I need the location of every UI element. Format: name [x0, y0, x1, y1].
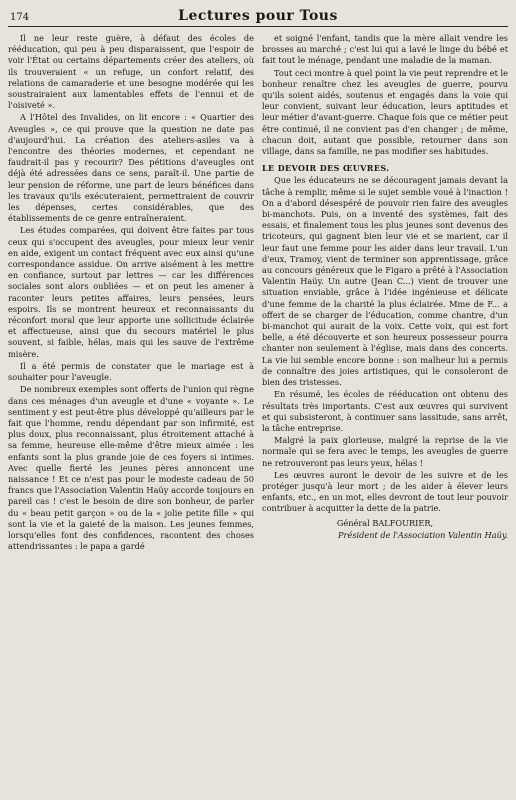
paragraph: Les études comparées, qui doivent être faites par tous ceux qui s'occupent des aveugles, pour mieux leur venir en aide, exigent un contact fréquent avec eux ainsi qu'une correspondance assidue. On arrive aisément à les mettre en confiance, surtout par lettres — car les différences sociales sont alors oubliées — et on peut les amener à raconter leurs petites affaires, leurs pensées, leurs espoirs. Ils se montrent heureux et reconnaissants du réconfort moral que leur apporte une sollicitude éclairée et affectueuse, ainsi que du secours matériel le plus souvent, si faible, hélas, mais qui les sauve de l'extrême misère.: [8, 225, 254, 359]
right-column: [262, 33, 508, 552]
paragraph: Tout ceci montre à quel point la vie peut reprendre et le bonheur renaître chez les aveugles de guerre, pourvu qu'ils soient aidés, soutenus et engagés dans la voie qui leur convient, suivant leur éducation, leurs aptitudes et leur métier d'avant-guerre. Chaque fois que ce métier peut être continué, il ne convient pas d'en changer ; de même, chacun doit, autant que possible, retourner dans son village, dans sa famille, ne pas modifier ses habitudes.: [262, 67, 508, 157]
text-columns: [8, 33, 508, 552]
page-title: Lectures pour Tous: [178, 8, 338, 24]
paragraph: Que les éducateurs ne se découragent jamais devant la tâche à remplir, même si le sujet semble voué à l'inaction ! On a d'abord désespéré de pouvoir rien faire des aveugles bi-manchots. Puis, on a inventé des systèmes, fait des essais, et finalement tous les plus jeunes sont devenus des tricoteurs, qui gagnent bien leur vie et se marient, car il leur faut une femme pour les aider dans leur travail. L'un d'eux, Tramoy, vient de terminer son apprentissage, grâce au concours généreux que le Figaro a prêté à l'Association Valentin Haüy. Un autre (Jean C...) vient de trouver une situation enviable, grâce à l'idée ingénieuse et délicate d'une femme de la charité la plus éclairée. Mme de F... a offert de se charger de l'éducation, comme chantre, d'un bi-manchot qui aurait de la voix. Cette voix, qui est fort belle, a été découverte et son heureux possesseur pourra chanter non seulement à l'église, mais dans des concerts. La vie lui semble encore bonne : son malheur lui a permis de connaître des joies artistiques, qui le consoleront de bien des tristesses.: [262, 175, 508, 388]
section-heading: LE DEVOIR DES ŒUVRES.: [262, 163, 390, 174]
paragraph: Les œuvres auront le devoir de les suivre et de les protéger jusqu'à leur mort ; de les aider à élever leurs enfants, etc., en un mot, elles devront de tout leur pouvoir contribuer à acquitter la dette de la patrie.: [262, 469, 508, 514]
paragraph: De nombreux exemples sont offerts de l'union qui règne dans ces ménages d'un aveugle et d'une « voyante ». Le sentiment y est peut-être plus développé qu'ailleurs par le fait que l'homme, rendu dépendant par son infirmité, est plus doux, plus reconnaissant, plus étroitement attaché à sa femme, heureuse elle-même d'être mieux aimée : les enfants sont la plus grande joie de ces foyers si intimes. Avec quelle fierté les jeunes pères annoncent une naissance ! Et ce n'est pas pour le modeste cadeau de 50 francs que l'Association Valentin Haüy accorde toujours en pareil cas ! c'est le besoin de dire son bonheur, de parler du « beau petit garçon » ou de la « jolie petite fille » qui sont la vie et la gaieté de la maison. Les jeunes femmes, lorsqu'elles font des confidences, racontent des choses attendrissantes : le papa a gardé: [8, 384, 254, 552]
left-column: [8, 33, 254, 552]
paragraph: Malgré la paix glorieuse, malgré la reprise de la vie normale qui se fera avec le temps, les aveugles de guerre ne retrouveront pas leurs yeux, hélas !: [262, 435, 508, 468]
paragraph: En résumé, les écoles de rééducation ont obtenu des résultats très importants. C'est aux œuvres qui survivent et qui subsisteront, à continuer sans lassitude, sans arrêt, la tâche entreprise.: [262, 389, 508, 433]
page-number: 174: [10, 12, 30, 23]
paragraph: A l'Hôtel des Invalides, on lit encore : « Quartier des Aveugles », ce qui prouve que la question ne date pas d'aujourd'hui. La création des ateliers-asiles va à l'encontre des théories modernes, et cependant ne faudrait-il pas y recourir? Des pétitions d'aveugles ont déjà été adressées dans ce sens, paraît-il. Une partie de leur pension de réforme, une part de leurs bénéfices dans les travaux qu'ils exécuteraient, permettraient de couvrir les dépenses, certes considérables, que des établissements de ce genre entraîneraient.: [8, 112, 254, 224]
paragraph: Il ne leur reste guère, à défaut des écoles de rééducation, qui peu à peu disparaissent, que l'espoir de voir l'État ou certains départements créer des ateliers, où ils trouveraient « un refuge, un confort relatif, des relations de camaraderie et une besogne modérée qui les soustrairaient aux lamentables effets de l'ennui et de l'oisiveté ».: [8, 33, 254, 111]
signature-name: Général BALFOURIER,: [336, 517, 434, 528]
paragraph: Il a été permis de constater que le mariage est à souhaiter pour l'aveugle.: [8, 360, 254, 383]
signature-title: Président de l'Association Valentin Haüy.: [338, 529, 508, 540]
page-header: [8, 6, 508, 27]
paragraph: et soigné l'enfant, tandis que la mère allait vendre les brosses au marché ; c'est lui qui a lavé le linge du bébé et fait tout le ménage, pendant une maladie de la maman.: [262, 33, 508, 66]
